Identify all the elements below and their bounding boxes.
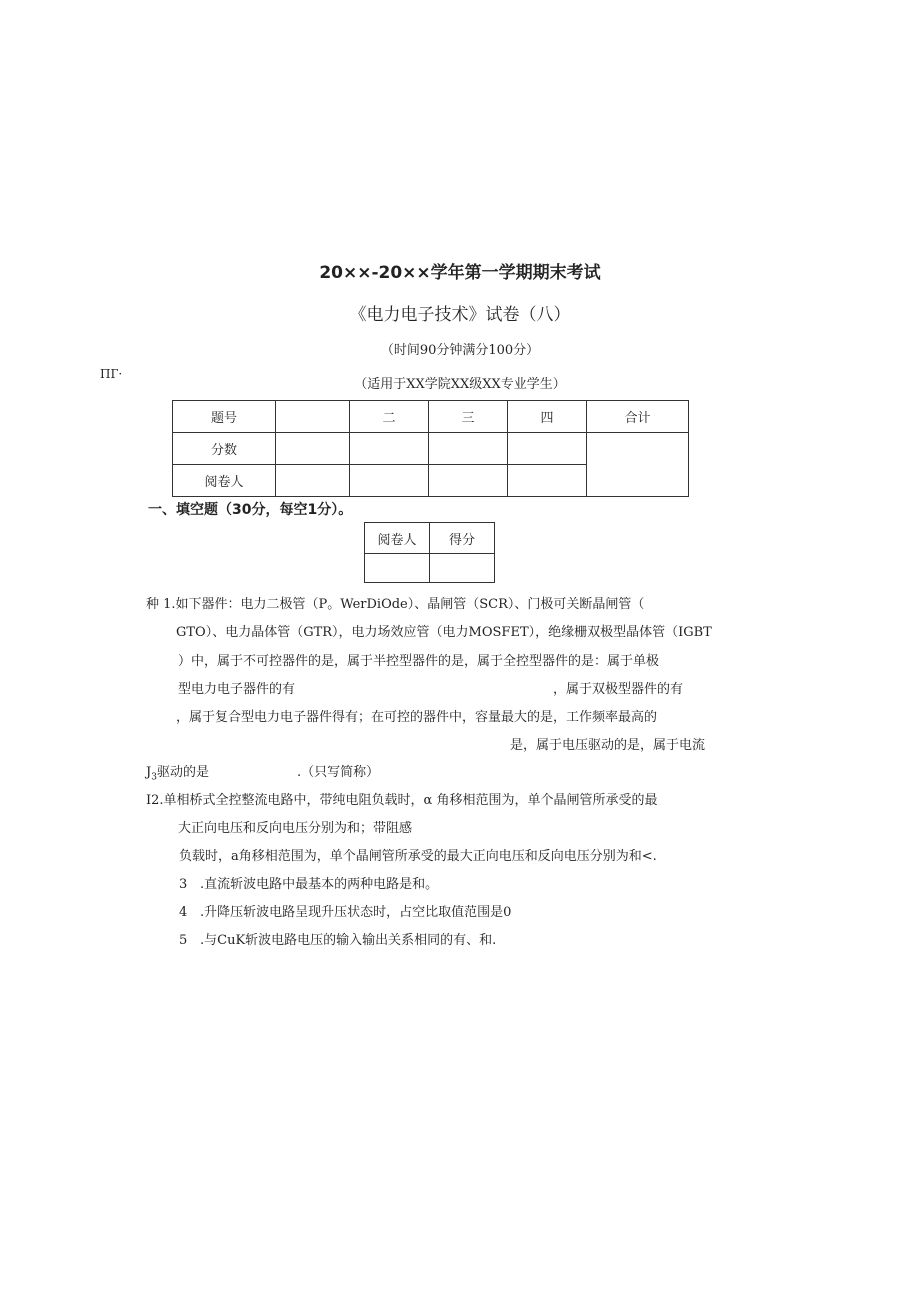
q5-text: .与CuK斩波电路电压的输入输出关系相同的有、和. — [200, 933, 497, 948]
exam-title: 20××-20××学年第一学期期末考试 — [319, 263, 601, 283]
q1-line: ）中，属于不可控器件的是，属于半控型器件的是，属于全控型器件的是：属于单极 — [178, 654, 660, 669]
section-heading: 一、填空题（30分，每空1分）。 — [148, 502, 353, 518]
q1-subscript: 3 — [151, 772, 157, 783]
q1-line: ，属于复合型电力电子器件得有；在可控的器件中，容量最大的是，工作频率最高的 — [176, 710, 658, 725]
q1-line: 型电力电子器件的有 — [178, 682, 296, 697]
score-header-cell: 三 — [429, 401, 508, 433]
score-cell — [350, 465, 429, 497]
score-cell — [429, 433, 508, 465]
score-cell — [350, 433, 429, 465]
grader-box — [364, 522, 495, 583]
margin-mark: ПГ· — [100, 367, 123, 381]
q1-line: .（只写简称） — [297, 765, 380, 780]
q5-line — [179, 929, 496, 948]
score-cell — [276, 433, 350, 465]
q1-line: ，属于双极型器件的有 — [553, 682, 684, 697]
q4-line — [179, 901, 511, 920]
q1-line: 是，属于电压驱动的是，属于电流 — [510, 738, 706, 753]
q4-text: .升降压斩波电路呈现升压状态时，占空比取值范围是0 — [200, 905, 512, 920]
score-cell — [508, 433, 587, 465]
q2-line: 大正向电压和反向电压分别为和；带阻感 — [178, 821, 413, 836]
q1-text: 驱动的是 — [156, 765, 209, 780]
score-row-label: 分数 — [173, 433, 276, 465]
scope-note: （适用于XX学院XX级XX专业学生） — [354, 377, 566, 392]
score-total-cell — [587, 433, 689, 497]
q2-line: I2.单相桥式全控整流电路中，带纯电阻负载时，α 角移相范围为，单个晶闸管所承受的最 — [146, 793, 658, 808]
grader-label: 阅卷人 — [365, 523, 430, 554]
score-header-cell: 题号 — [173, 401, 276, 433]
q2-line: 负载时，a角移相范围为，单个晶闸管所承受的最大正向电压和反向电压分别为和<. — [179, 849, 657, 864]
q3-number: 3 — [179, 877, 188, 892]
q1-prefix: J — [146, 765, 152, 780]
grader-cell — [365, 554, 430, 583]
score-label: 得分 — [430, 523, 495, 554]
q1-line — [146, 761, 209, 783]
score-header-cell — [276, 401, 350, 433]
score-cell — [429, 465, 508, 497]
q1-line: GTO）、电力晶体管（GTR），电力场效应管（电力MOSFET），绝缘栅双极型晶体管（IGBT — [176, 625, 712, 640]
q5-number: 5 — [179, 933, 188, 948]
score-cell — [430, 554, 495, 583]
q3-line — [179, 873, 438, 892]
score-header-cell: 二 — [350, 401, 429, 433]
q4-number: 4 — [179, 905, 188, 920]
score-table — [172, 400, 689, 497]
course-title: 《电力电子技术》试卷（八） — [349, 305, 571, 325]
score-cell — [508, 465, 587, 497]
q1-line: 种 1.如下器件：电力二极管（P。WerDiOde）、晶闸管（SCR）、门极可关断晶闸管（ — [146, 597, 645, 612]
q3-text: .直流斩波电路中最基本的两种电路是和。 — [200, 877, 439, 892]
score-header-cell: 四 — [508, 401, 587, 433]
score-row-label: 阅卷人 — [173, 465, 276, 497]
score-cell — [276, 465, 350, 497]
time-note: （时间90分钟满分100分） — [380, 343, 540, 358]
score-header-cell: 合计 — [587, 401, 689, 433]
